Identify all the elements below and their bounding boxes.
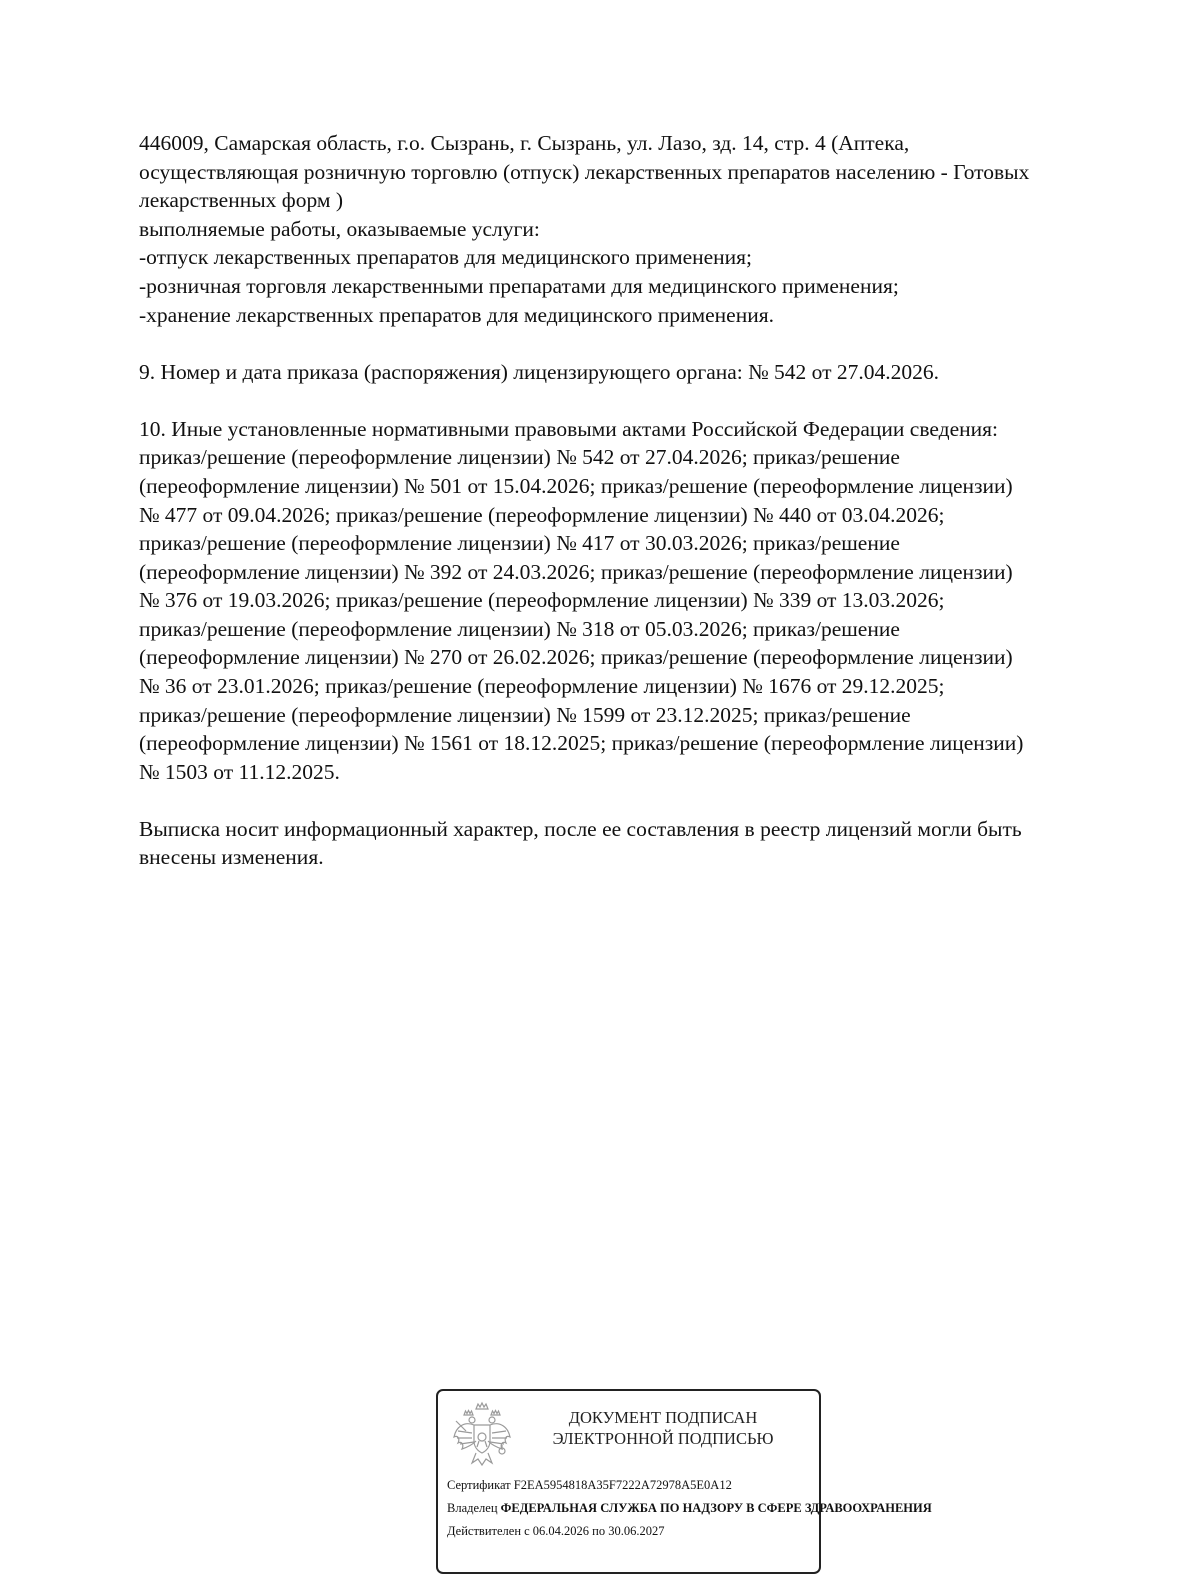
- address-line-3: лекарственных форм ): [139, 188, 344, 212]
- section-10-line: приказ/решение (переоформление лицензии) № 1599 от 23.12.2025; приказ/решение: [139, 703, 911, 727]
- section-10-line: приказ/решение (переоформление лицензии) № 417 от 30.03.2026; приказ/решение: [139, 531, 900, 555]
- service-item: -отпуск лекарственных препаратов для медицинского применения;: [139, 245, 753, 269]
- section-10-line: № 376 от 19.03.2026; приказ/решение (переоформление лицензии) № 339 от 13.03.2026;: [139, 588, 945, 612]
- service-item: -хранение лекарственных препаратов для медицинского применения.: [139, 303, 774, 327]
- stamp-owner-label: Владелец: [447, 1501, 501, 1515]
- section-10-heading: 10. Иные установленные нормативными правовыми актами Российской Федерации сведения:: [139, 417, 998, 441]
- stamp-title-line-2: ЭЛЕКТРОННОЙ ПОДПИСЬЮ: [552, 1429, 774, 1448]
- disclaimer-line-1: Выписка носит информационный характер, после ее составления в реестр лицензий могли быть: [139, 817, 1022, 841]
- address-line-2: осуществляющая розничную торговлю (отпуск) лекарственных препаратов населению - Готовых: [139, 160, 1030, 184]
- section-10-line: (переоформление лицензии) № 1561 от 18.12.2025; приказ/решение (переоформление лицензии): [139, 731, 1024, 755]
- section-10-line: (переоформление лицензии) № 392 от 24.03.2026; приказ/решение (переоформление лицензии): [139, 560, 1013, 584]
- section-10-line: № 477 от 09.04.2026; приказ/решение (переоформление лицензии) № 440 от 03.04.2026;: [139, 503, 945, 527]
- stamp-validity: Действителен с 06.04.2026 по 30.06.2027: [447, 1524, 665, 1538]
- section-9-order: 9. Номер и дата приказа (распоряжения) лицензирующего органа: № 542 от 27.04.2026.: [139, 360, 940, 384]
- coat-of-arms-icon: [450, 1401, 514, 1469]
- services-heading: выполняемые работы, оказываемые услуги:: [139, 217, 540, 241]
- section-10-line: приказ/решение (переоформление лицензии) № 318 от 05.03.2026; приказ/решение: [139, 617, 900, 641]
- stamp-owner: [447, 1502, 932, 1515]
- stamp-owner-value: ФЕДЕРАЛЬНАЯ СЛУЖБА ПО НАДЗОРУ В СФЕРЕ ЗДРАВООХРАНЕНИЯ: [500, 1501, 932, 1515]
- disclaimer-line-2: внесены изменения.: [139, 845, 324, 869]
- electronic-signature-stamp: [436, 1389, 932, 1574]
- address-line-1: 446009, Самарская область, г.о. Сызрань, г. Сызрань, ул. Лазо, зд. 14, стр. 4 (Аптека,: [139, 131, 910, 155]
- section-10-line: № 1503 от 11.12.2025.: [139, 760, 340, 784]
- section-10-line: № 36 от 23.01.2026; приказ/решение (переоформление лицензии) № 1676 от 29.12.2025;: [139, 674, 945, 698]
- stamp-certificate: Сертификат F2EA5954818A35F7222A72978A5E0A12: [447, 1478, 732, 1492]
- stamp-title-line-1: ДОКУМЕНТ ПОДПИСАН: [568, 1408, 758, 1427]
- section-10-line: (переоформление лицензии) № 501 от 15.04.2026; приказ/решение (переоформление лицензии): [139, 474, 1013, 498]
- section-10-line: (переоформление лицензии) № 270 от 26.02.2026; приказ/решение (переоформление лицензии): [139, 645, 1013, 669]
- service-item: -розничная торговля лекарственными препаратами для медицинского применения;: [139, 274, 899, 298]
- section-10-line: приказ/решение (переоформление лицензии) № 542 от 27.04.2026; приказ/решение: [139, 445, 900, 469]
